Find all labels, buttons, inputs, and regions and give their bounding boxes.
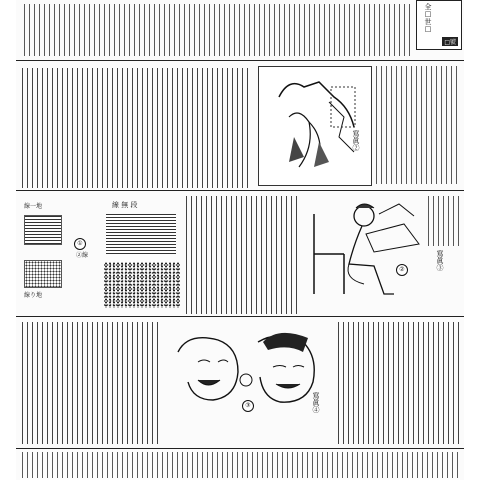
divider [16, 316, 464, 317]
marker-1: ① [74, 238, 86, 250]
divider [16, 190, 464, 191]
marker-3: ③ [242, 400, 254, 412]
issue-number: □號 [444, 39, 456, 46]
fig3-caption: 寫眞④ [312, 392, 320, 413]
samples-heading: 線 無 段 [112, 201, 138, 209]
fig2-caption: 寫眞③ [436, 250, 444, 271]
masthead-box [416, 0, 462, 50]
divider [16, 448, 464, 449]
sample-bottom-label: 線り地 [24, 292, 43, 299]
sample-speckle [104, 262, 180, 308]
divider [16, 60, 464, 61]
sample-lines-wide [106, 214, 176, 254]
text-block-lower-left [22, 322, 160, 444]
text-block-bottom [22, 452, 460, 478]
illustration-birds [258, 66, 372, 186]
marker-2: ② [396, 264, 408, 276]
text-block-top [24, 4, 412, 56]
newspaper-page [16, 0, 464, 480]
text-block-lower-right [338, 322, 460, 444]
sample-mid-label: ②線 [76, 252, 89, 259]
sample-dotted-bottom [24, 260, 62, 288]
sample-lined-top [24, 215, 62, 245]
masthead-title: 全□世□ [424, 3, 432, 33]
illustration-seated-figure [304, 194, 424, 306]
text-block-upper-left [22, 68, 250, 188]
text-block-middle [186, 196, 298, 314]
illustration-two-faces [168, 322, 332, 440]
fig1-caption: 寫眞② [352, 130, 360, 151]
text-block-right-narrow [428, 196, 460, 246]
sample-top-label: 線一地 [24, 203, 43, 210]
text-block-upper-right [376, 66, 460, 184]
